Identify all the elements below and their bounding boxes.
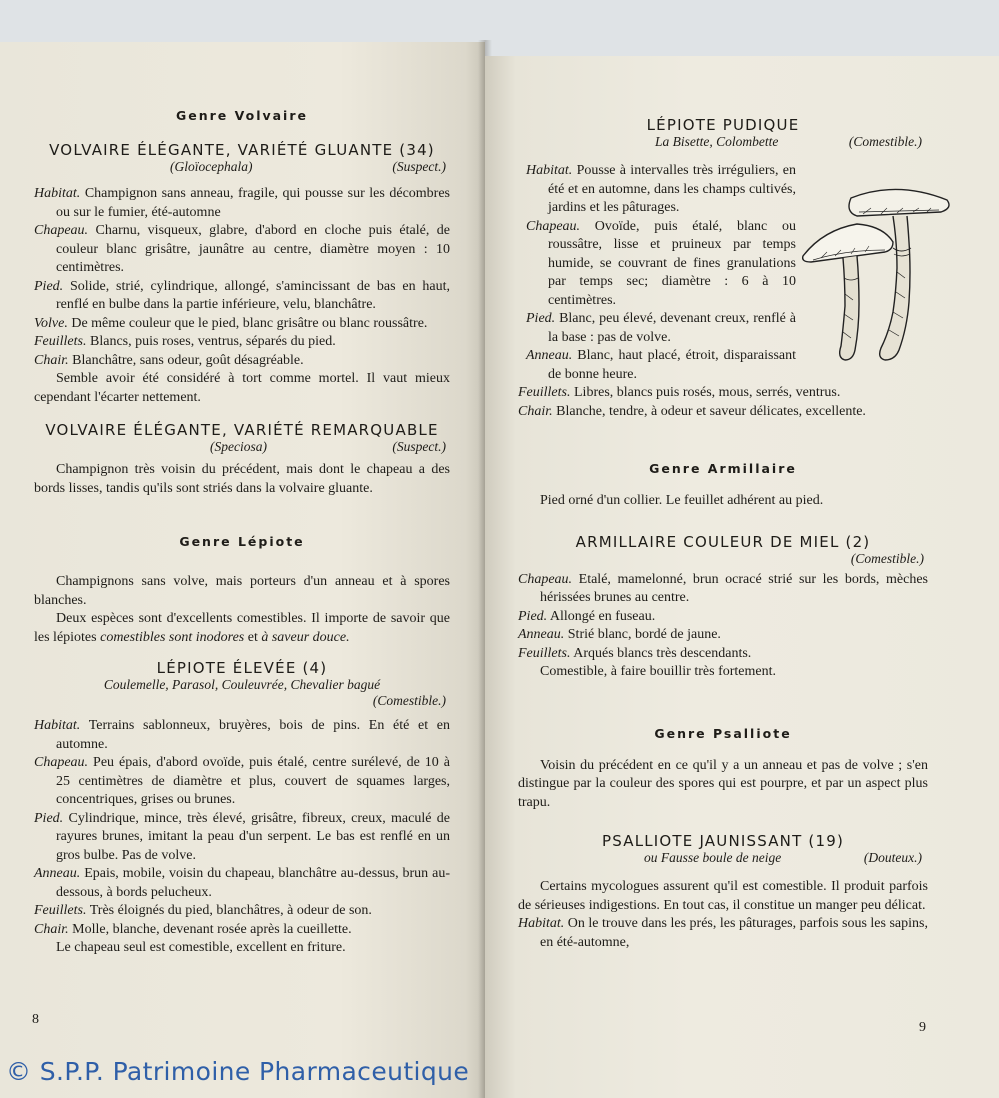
right-page xyxy=(485,56,999,1098)
left-page-content xyxy=(34,102,450,958)
entry-text: Blanc, peu élevé, devenant creux, renflé à la base : pas de volve. xyxy=(548,311,796,345)
edibility-status: (Suspect.) xyxy=(392,439,446,454)
edibility-status: (Suspect.) xyxy=(392,159,446,174)
entry-text: Etalé, mamelonné, brun ocracé strié sur les bords, mèches hérissées brunes au centre. xyxy=(540,571,928,605)
entry-label: Pied. xyxy=(34,810,64,826)
intro-emphasis: à saveur douce. xyxy=(261,629,350,645)
entry-label: Chair. xyxy=(518,403,553,419)
pied-entry xyxy=(34,278,450,315)
edibility-status: (Comestible.) xyxy=(850,550,924,566)
entry-label: Habitat. xyxy=(518,916,565,931)
entry-text: Pousse à intervalles très irréguliers, en été et en automne, dans les champs cultivés, jardins et les pâturages. xyxy=(548,163,796,215)
entry-label: Chapeau. xyxy=(34,223,89,238)
description-block xyxy=(518,571,928,682)
entry-label: Volve. xyxy=(34,315,68,331)
entry-text: Cylindrique, mince, très élevé, grisâtre, fibreux, creux, maculé de rayures brunes, imitant la peau d'un serpent. Le bas est renflé en un gros bulbe. Pas de volve. xyxy=(56,810,450,863)
entry-label: Pied. xyxy=(518,608,548,624)
anneau-entry xyxy=(34,865,450,902)
latin-name: (Gloïocephala) xyxy=(170,159,253,174)
description-block xyxy=(34,185,450,407)
genre-heading: Genre Lépiote xyxy=(179,534,305,549)
species-note: Champignon très voisin du précédent, mais dont le chapeau a des bords lisses, tandis qu'ils sont striés dans la volvaire gluante. xyxy=(34,462,450,496)
entry-text: Allongé en fuseau. xyxy=(547,608,656,624)
description-block xyxy=(34,717,450,958)
anneau-entry xyxy=(526,347,796,384)
entry-label: Chapeau. xyxy=(518,571,573,587)
species-title: LÉPIOTE ÉLEVÉE (4) xyxy=(156,659,328,677)
entry-label: Feuillets. xyxy=(518,385,571,400)
entry-label: Feuillets. xyxy=(34,334,87,349)
pied-entry xyxy=(526,310,796,347)
chapeau-entry xyxy=(34,222,450,278)
entry-text: Charnu, visqueux, glabre, d'abord en cloche puis étalé, de couleur blanc grisâtre, jaunâtre au centre, diamètre moyen : 10 centimètres. xyxy=(56,223,450,275)
entry-text: Ovoïde, puis étalé, blanc ou roussâtre, lisse et pruineux par temps humide, se couvrant de fines granulations par temps sec; diamètre : 6 à 10 centimètres. xyxy=(548,218,796,308)
entry-label: Anneau. xyxy=(526,348,573,363)
mushroom-illustration xyxy=(801,182,957,372)
entry-label: Habitat. xyxy=(526,163,573,178)
page-number: 8 xyxy=(32,1012,39,1027)
feuillets-entry xyxy=(34,902,450,921)
species-title: LÉPIOTE PUDIQUE xyxy=(646,116,800,134)
intro-text: Deux espèces sont d'excellents comestibles. Il importe de savoir que les lépiotes xyxy=(34,611,450,645)
entry-label: Chapeau. xyxy=(526,218,581,234)
entry-text: On le trouve dans les prés, les pâturages, parfois sous les sapins, en été-automne, xyxy=(540,916,928,950)
edibility-status: (Comestible.) xyxy=(372,693,446,708)
chapeau-entry xyxy=(34,754,450,810)
genre-intro: Pied orné d'un collier. Le feuillet adhérent au pied. xyxy=(540,493,824,508)
narrow-column xyxy=(526,162,796,384)
common-names xyxy=(34,677,450,693)
genre-intro: Voisin du précédent en ce qu'il y a un anneau et pas de volve ; s'en distingue par la couleur des spores qui est pourpre, et par un aspect plus trapu. xyxy=(518,757,928,810)
species-subtitle xyxy=(34,159,450,175)
entry-text: De même couleur que le pied, blanc grisâtre ou blanc roussâtre. xyxy=(67,315,428,331)
chapeau-entry xyxy=(526,218,796,311)
species-subtitle xyxy=(34,693,450,709)
genre-intro xyxy=(34,610,450,647)
entry-label: Habitat. xyxy=(34,186,81,201)
entry-label: Pied. xyxy=(34,278,64,294)
edibility-status: (Douteux.) xyxy=(863,850,922,865)
entry-text: Arqués blancs très descendants. xyxy=(570,645,752,661)
species-title: PSALLIOTE JAUNISSANT (19) xyxy=(601,832,845,850)
common-name: Coulemelle, Parasol, Couleuvrée, Chevalier bagué xyxy=(103,677,381,692)
entry-text: Très éloignés du pied, blanchâtres, à odeur de son. xyxy=(86,903,372,918)
habitat-entry xyxy=(518,915,928,952)
habitat-entry xyxy=(34,185,450,222)
species-note: Comestible, à faire bouillir très fortement. xyxy=(540,664,776,679)
edibility-status: (Comestible.) xyxy=(848,134,922,149)
copyright-watermark: © S.P.P. Patrimoine Pharmaceutique xyxy=(6,1057,470,1086)
entry-text: Blanchâtre, sans odeur, goût désagréable. xyxy=(68,352,304,368)
anneau-entry xyxy=(518,626,928,645)
genre-heading: Genre Volvaire xyxy=(175,108,308,123)
entry-text: Terrains sablonneux, bruyères, bois de pins. En été et en automne. xyxy=(56,718,450,752)
entry-label: Chapeau. xyxy=(34,755,89,770)
chair-entry xyxy=(34,921,450,940)
species-title: VOLVAIRE ÉLÉGANTE, VARIÉTÉ GLUANTE (34) xyxy=(49,141,435,159)
habitat-entry xyxy=(526,162,796,218)
chair-entry xyxy=(518,403,928,422)
entry-text: Solide, strié, cylindrique, allongé, s'amincissant de bas en haut, renflé en bulbe dans la partie inférieure, velu, blanchâtre. xyxy=(56,278,450,312)
left-page xyxy=(0,42,485,1098)
volve-entry xyxy=(34,315,450,334)
intro-text: et xyxy=(244,629,262,645)
species-subtitle xyxy=(34,439,450,455)
species-subtitle xyxy=(518,850,928,866)
genre-heading: Genre Armillaire xyxy=(649,461,797,476)
entry-label: Chair. xyxy=(34,921,69,937)
species-note: Semble avoir été considéré à tort comme mortel. Il vaut mieux cependant l'écarter nettement. xyxy=(34,371,450,405)
entry-label: Anneau. xyxy=(34,866,81,881)
feuillets-entry xyxy=(518,645,928,664)
entry-label: Anneau. xyxy=(518,627,565,642)
entry-text: Molle, blanche, devenant rosée après la cueillette. xyxy=(68,921,352,937)
chapeau-entry xyxy=(518,571,928,608)
entry-text: Libres, blancs puis rosés, mous, serrés, ventrus. xyxy=(570,385,841,400)
species-note: Certains mycologues assurent qu'il est comestible. Il produit parfois de sérieuses indigestions. En tout cas, il constitue un manger peu délicat. xyxy=(518,879,928,913)
common-name: La Bisette, Colombette xyxy=(655,134,779,149)
common-name: ou Fausse boule de neige xyxy=(644,850,782,865)
latin-name: (Speciosa) xyxy=(210,439,267,454)
habitat-entry xyxy=(34,717,450,754)
entry-text: Blanc, haut placé, étroit, disparaissant de bonne heure. xyxy=(548,348,796,382)
entry-text: Epais, mobile, voisin du chapeau, blanchâtre au-dessus, brun au-dessous, à bords pelucheux. xyxy=(56,866,450,900)
entry-text: Blanche, tendre, à odeur et saveur délicates, excellente. xyxy=(552,403,866,419)
entry-label: Chair. xyxy=(34,352,69,368)
entry-label: Pied. xyxy=(526,311,556,326)
species-subtitle xyxy=(518,551,928,567)
intro-emphasis: comestibles sont inodores xyxy=(100,629,245,645)
entry-text: Peu épais, d'abord ovoïde, puis étalé, centre surélevé, de 10 à 25 centimètres de diamètre et plus, couvert de squames larges, concentriques, grises ou brunes. xyxy=(56,755,450,807)
species-title: VOLVAIRE ÉLÉGANTE, VARIÉTÉ REMARQUABLE xyxy=(45,421,439,439)
genre-heading: Genre Psalliote xyxy=(654,725,792,741)
entry-label: Feuillets. xyxy=(34,903,87,918)
entry-label: Feuillets. xyxy=(518,645,571,661)
species-subtitle xyxy=(518,134,928,150)
entry-text: Champignon sans anneau, fragile, qui pousse sur les décombres ou sur le fumier, été-automne xyxy=(56,186,450,220)
genre-intro: Champignons sans volve, mais porteurs d'un anneau et à spores blanches. xyxy=(34,574,450,608)
species-note: Le chapeau seul est comestible, excellent en friture. xyxy=(56,940,346,955)
entry-label: Habitat. xyxy=(34,718,81,733)
species-title: ARMILLAIRE COULEUR DE MIEL (2) xyxy=(575,532,871,551)
chair-entry xyxy=(34,352,450,371)
page-number: 9 xyxy=(919,1020,926,1035)
entry-text: Strié blanc, bordé de jaune. xyxy=(564,627,721,642)
entry-text: Blancs, puis roses, ventrus, séparés du pied. xyxy=(86,334,336,349)
feuillets-entry xyxy=(518,384,928,403)
feuillets-entry xyxy=(34,333,450,352)
pied-entry xyxy=(518,608,928,627)
pied-entry xyxy=(34,810,450,866)
